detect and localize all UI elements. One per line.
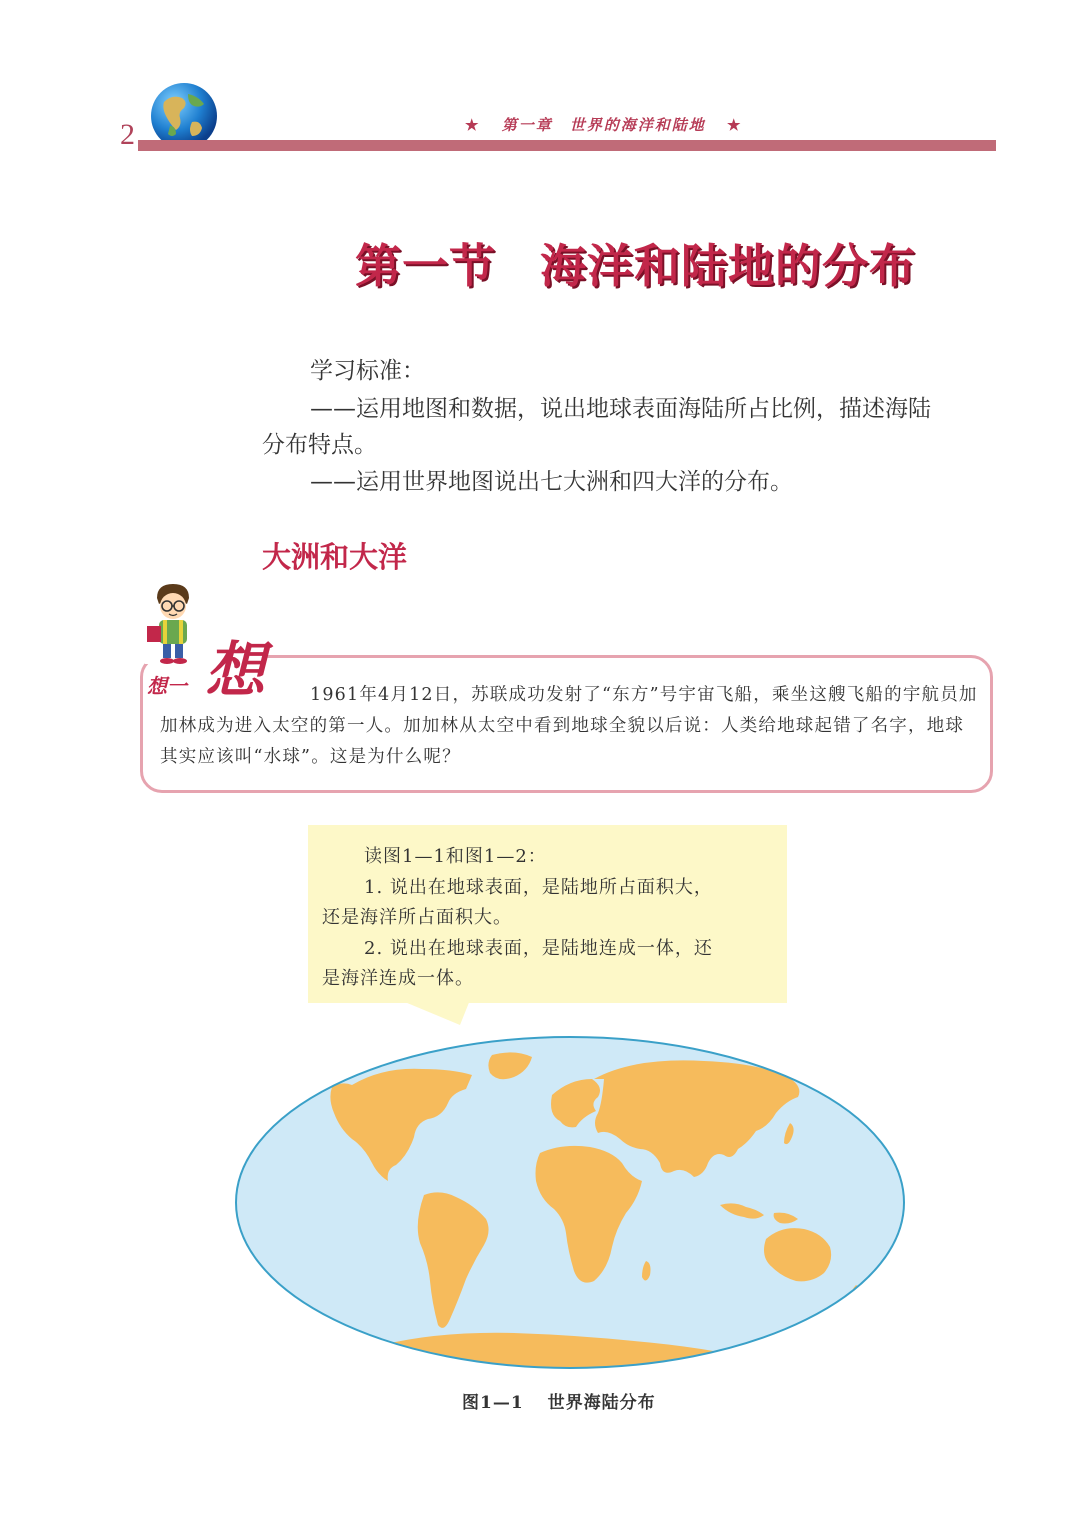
section-number: 第一节 [355, 239, 496, 293]
note-text [322, 842, 782, 995]
star-icon: ★ [726, 116, 743, 134]
standard-item-1-cont: 分布特点。 [262, 432, 377, 458]
running-head [465, 114, 742, 135]
note-question-1-cont: 还是海洋所占面积大。 [322, 907, 512, 928]
standard-item-1: ——运用地图和数据，说出地球表面海陆所占比例，描述海陆 [310, 396, 931, 422]
note-question-1: 1. 说出在地球表面，是陆地所占面积大， [364, 876, 713, 898]
think-label-big: 想 [205, 636, 265, 706]
note-question-2-cont: 是海洋连成一体。 [322, 968, 474, 989]
think-text: 1961年4月12日，苏联成功发射了“东方”号宇宙飞船，乘坐这艘飞船的宇航员加加林成为进入太空的第一人。加加林从太空中看到地球全貌以后说：人类给地球起错了名字，地球其实应该叫“水球”。这是为什么呢？ [160, 685, 978, 767]
figure-number: 图1—1 [462, 1393, 524, 1413]
think-label: 想一 [147, 674, 187, 698]
note-question-2: 2. 说出在地球表面，是陆地连成一体，还 [364, 937, 713, 959]
note-callout-tail [400, 1000, 470, 1025]
note-intro: 读图1—1和图1—2： [364, 846, 547, 867]
section-title-text: 海洋和陆地的分布 [540, 239, 916, 293]
student-cartoon-icon [143, 582, 203, 668]
running-head-text: 第一章 世界的海洋和陆地 [501, 116, 706, 134]
star-icon: ★ [465, 116, 481, 134]
standards-heading: 学习标准： [310, 358, 425, 384]
figure-caption [462, 1388, 656, 1413]
world-land-sea-map [234, 1035, 906, 1370]
standard-item-2: ——运用世界地图说出七大洲和四大洋的分布。 [310, 469, 793, 495]
page-number: 2 [120, 118, 135, 151]
subsection-title: 大洲和大洋 [262, 540, 408, 574]
header-bar [138, 140, 996, 151]
figure-caption-text: 世界海陆分布 [547, 1393, 656, 1413]
think-paragraph [160, 680, 980, 773]
section-title [355, 230, 916, 296]
